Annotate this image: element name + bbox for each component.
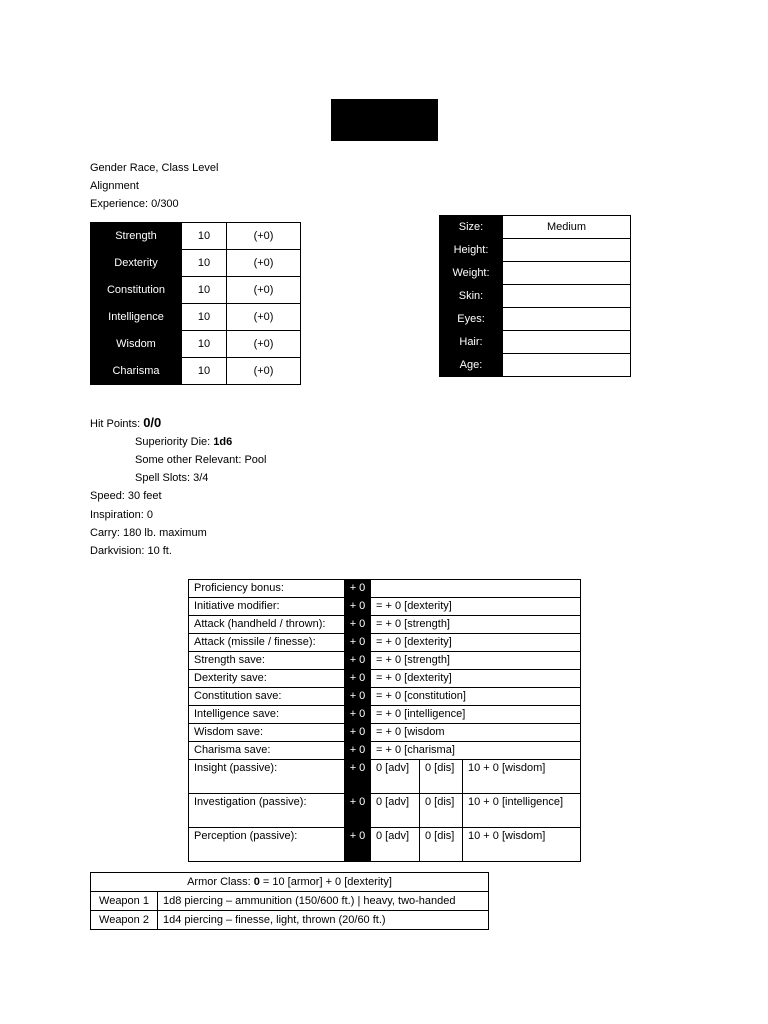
- physical-trait-row: [440, 285, 631, 308]
- physical-trait-row: [440, 331, 631, 354]
- spell-slots-line: Spell Slots: 3/4: [135, 472, 209, 484]
- ability-modifier: (+0): [227, 304, 301, 331]
- proficiency-detail: = + 0 [dexterity]: [371, 598, 581, 616]
- passive-total: 10 + 0 [wisdom]: [463, 760, 581, 794]
- ability-row: [91, 250, 301, 277]
- ability-score: 10: [182, 331, 227, 358]
- other-pool-line: Some other Relevant: Pool: [135, 454, 267, 466]
- armor-class-formula: = 10 [armor] + 0 [dexterity]: [259, 876, 392, 888]
- ability-score: 10: [182, 277, 227, 304]
- physical-trait-value: [503, 262, 631, 285]
- ability-row: [91, 331, 301, 358]
- proficiency-value: + 0: [345, 652, 371, 670]
- proficiency-value: + 0: [345, 688, 371, 706]
- physical-trait-row: [440, 262, 631, 285]
- proficiency-label: Intelligence save:: [189, 706, 345, 724]
- proficiency-row: [189, 706, 581, 724]
- hit-points-label: Hit Points:: [90, 418, 144, 430]
- proficiency-detail: = + 0 [dexterity]: [371, 670, 581, 688]
- proficiency-label: Initiative modifier:: [189, 598, 345, 616]
- proficiency-value: + 0: [345, 742, 371, 760]
- hit-points-line: [90, 414, 161, 431]
- physical-trait-value: [503, 354, 631, 377]
- physical-trait-value: [503, 285, 631, 308]
- disadvantage-value: 0 [dis]: [420, 794, 463, 828]
- ability-name: Charisma: [91, 358, 182, 385]
- ability-name: Wisdom: [91, 331, 182, 358]
- passive-skill-row: [189, 760, 581, 794]
- physical-trait-label: Skin:: [440, 285, 503, 308]
- speed-line: Speed: 30 feet: [90, 490, 162, 502]
- proficiency-detail: = + 0 [intelligence]: [371, 706, 581, 724]
- ability-modifier: (+0): [227, 331, 301, 358]
- proficiency-label: Attack (handheld / thrown):: [189, 616, 345, 634]
- ability-modifier: (+0): [227, 250, 301, 277]
- passive-skill-label: Investigation (passive):: [189, 794, 345, 828]
- proficiency-value: + 0: [345, 670, 371, 688]
- physical-trait-row: [440, 239, 631, 262]
- proficiency-label: Proficiency bonus:: [189, 580, 345, 598]
- proficiency-table: [188, 579, 581, 862]
- darkvision-line: Darkvision: 10 ft.: [90, 545, 172, 557]
- proficiency-detail: = + 0 [strength]: [371, 616, 581, 634]
- physical-trait-value: Medium: [503, 216, 631, 239]
- physical-trait-value: [503, 308, 631, 331]
- inspiration-line: Inspiration: 0: [90, 509, 153, 521]
- alignment-line: Alignment: [90, 180, 139, 192]
- proficiency-detail: = + 0 [constitution]: [371, 688, 581, 706]
- ability-scores-table: [90, 222, 301, 385]
- physical-trait-label: Height:: [440, 239, 503, 262]
- proficiency-row: [189, 580, 581, 598]
- armor-class-label: Armor Class:: [187, 876, 254, 888]
- proficiency-detail: = + 0 [strength]: [371, 652, 581, 670]
- armor-weapons-table: [90, 872, 489, 930]
- superiority-die-label: Superiority Die:: [135, 436, 214, 448]
- passive-skill-label: Perception (passive):: [189, 828, 345, 862]
- ability-modifier: (+0): [227, 277, 301, 304]
- proficiency-row: [189, 634, 581, 652]
- passive-skill-row: [189, 828, 581, 862]
- ability-name: Strength: [91, 223, 182, 250]
- proficiency-label: Constitution save:: [189, 688, 345, 706]
- proficiency-detail: = + 0 [dexterity]: [371, 634, 581, 652]
- proficiency-label: Dexterity save:: [189, 670, 345, 688]
- ability-modifier: (+0): [227, 358, 301, 385]
- advantage-value: 0 [adv]: [371, 828, 420, 862]
- physical-trait-row: [440, 216, 631, 239]
- physical-traits-table: [439, 215, 631, 377]
- weapon-row: [91, 911, 489, 930]
- ability-score: 10: [182, 250, 227, 277]
- passive-total: 10 + 0 [wisdom]: [463, 828, 581, 862]
- physical-trait-value: [503, 331, 631, 354]
- disadvantage-value: 0 [dis]: [420, 760, 463, 794]
- identity-line: Gender Race, Class Level: [90, 162, 219, 174]
- weapon-name: Weapon 1: [91, 892, 158, 911]
- proficiency-label: Charisma save:: [189, 742, 345, 760]
- ability-name: Constitution: [91, 277, 182, 304]
- armor-class-cell: [91, 873, 489, 892]
- proficiency-row: [189, 688, 581, 706]
- passive-skill-row: [189, 794, 581, 828]
- hit-points-value: 0/0: [143, 415, 162, 430]
- superiority-die-value: 1d6: [213, 436, 233, 448]
- proficiency-row: [189, 652, 581, 670]
- proficiency-row: [189, 670, 581, 688]
- weapon-name: Weapon 2: [91, 911, 158, 930]
- proficiency-value: + 0: [345, 598, 371, 616]
- physical-trait-label: Eyes:: [440, 308, 503, 331]
- carry-line: Carry: 180 lb. maximum: [90, 527, 207, 539]
- passive-skill-value: + 0: [345, 794, 371, 828]
- proficiency-detail: = + 0 [charisma]: [371, 742, 581, 760]
- disadvantage-value: 0 [dis]: [420, 828, 463, 862]
- character-name-box: [331, 99, 438, 141]
- passive-skill-value: + 0: [345, 828, 371, 862]
- ability-score: 10: [182, 358, 227, 385]
- physical-trait-label: Weight:: [440, 262, 503, 285]
- ability-score: 10: [182, 223, 227, 250]
- advantage-value: 0 [adv]: [371, 760, 420, 794]
- weapon-row: [91, 892, 489, 911]
- proficiency-value: + 0: [345, 724, 371, 742]
- proficiency-label: Strength save:: [189, 652, 345, 670]
- proficiency-row: [189, 724, 581, 742]
- proficiency-row: [189, 598, 581, 616]
- proficiency-detail: [371, 580, 581, 598]
- proficiency-value: + 0: [345, 580, 371, 598]
- ability-modifier: (+0): [227, 223, 301, 250]
- armor-class-value: 0: [253, 876, 260, 888]
- proficiency-label: Wisdom save:: [189, 724, 345, 742]
- ability-name: Dexterity: [91, 250, 182, 277]
- weapon-description: 1d4 piercing – finesse, light, thrown (20/60 ft.): [158, 911, 489, 930]
- ability-name: Intelligence: [91, 304, 182, 331]
- proficiency-row: [189, 742, 581, 760]
- proficiency-value: + 0: [345, 634, 371, 652]
- experience-line: Experience: 0/300: [90, 198, 179, 210]
- passive-total: 10 + 0 [intelligence]: [463, 794, 581, 828]
- ability-row: [91, 358, 301, 385]
- proficiency-detail: = + 0 [wisdom: [371, 724, 581, 742]
- ability-row: [91, 277, 301, 304]
- superiority-die-line: [135, 434, 232, 451]
- physical-trait-label: Size:: [440, 216, 503, 239]
- physical-trait-row: [440, 308, 631, 331]
- passive-skill-label: Insight (passive):: [189, 760, 345, 794]
- armor-class-row: [91, 873, 489, 892]
- passive-skill-value: + 0: [345, 760, 371, 794]
- ability-score: 10: [182, 304, 227, 331]
- physical-trait-value: [503, 239, 631, 262]
- physical-trait-label: Age:: [440, 354, 503, 377]
- physical-trait-label: Hair:: [440, 331, 503, 354]
- ability-row: [91, 304, 301, 331]
- proficiency-value: + 0: [345, 706, 371, 724]
- physical-trait-row: [440, 354, 631, 377]
- proficiency-value: + 0: [345, 616, 371, 634]
- proficiency-row: [189, 616, 581, 634]
- weapon-description: 1d8 piercing – ammunition (150/600 ft.) | heavy, two-handed: [158, 892, 489, 911]
- ability-row: [91, 223, 301, 250]
- advantage-value: 0 [adv]: [371, 794, 420, 828]
- proficiency-label: Attack (missile / finesse):: [189, 634, 345, 652]
